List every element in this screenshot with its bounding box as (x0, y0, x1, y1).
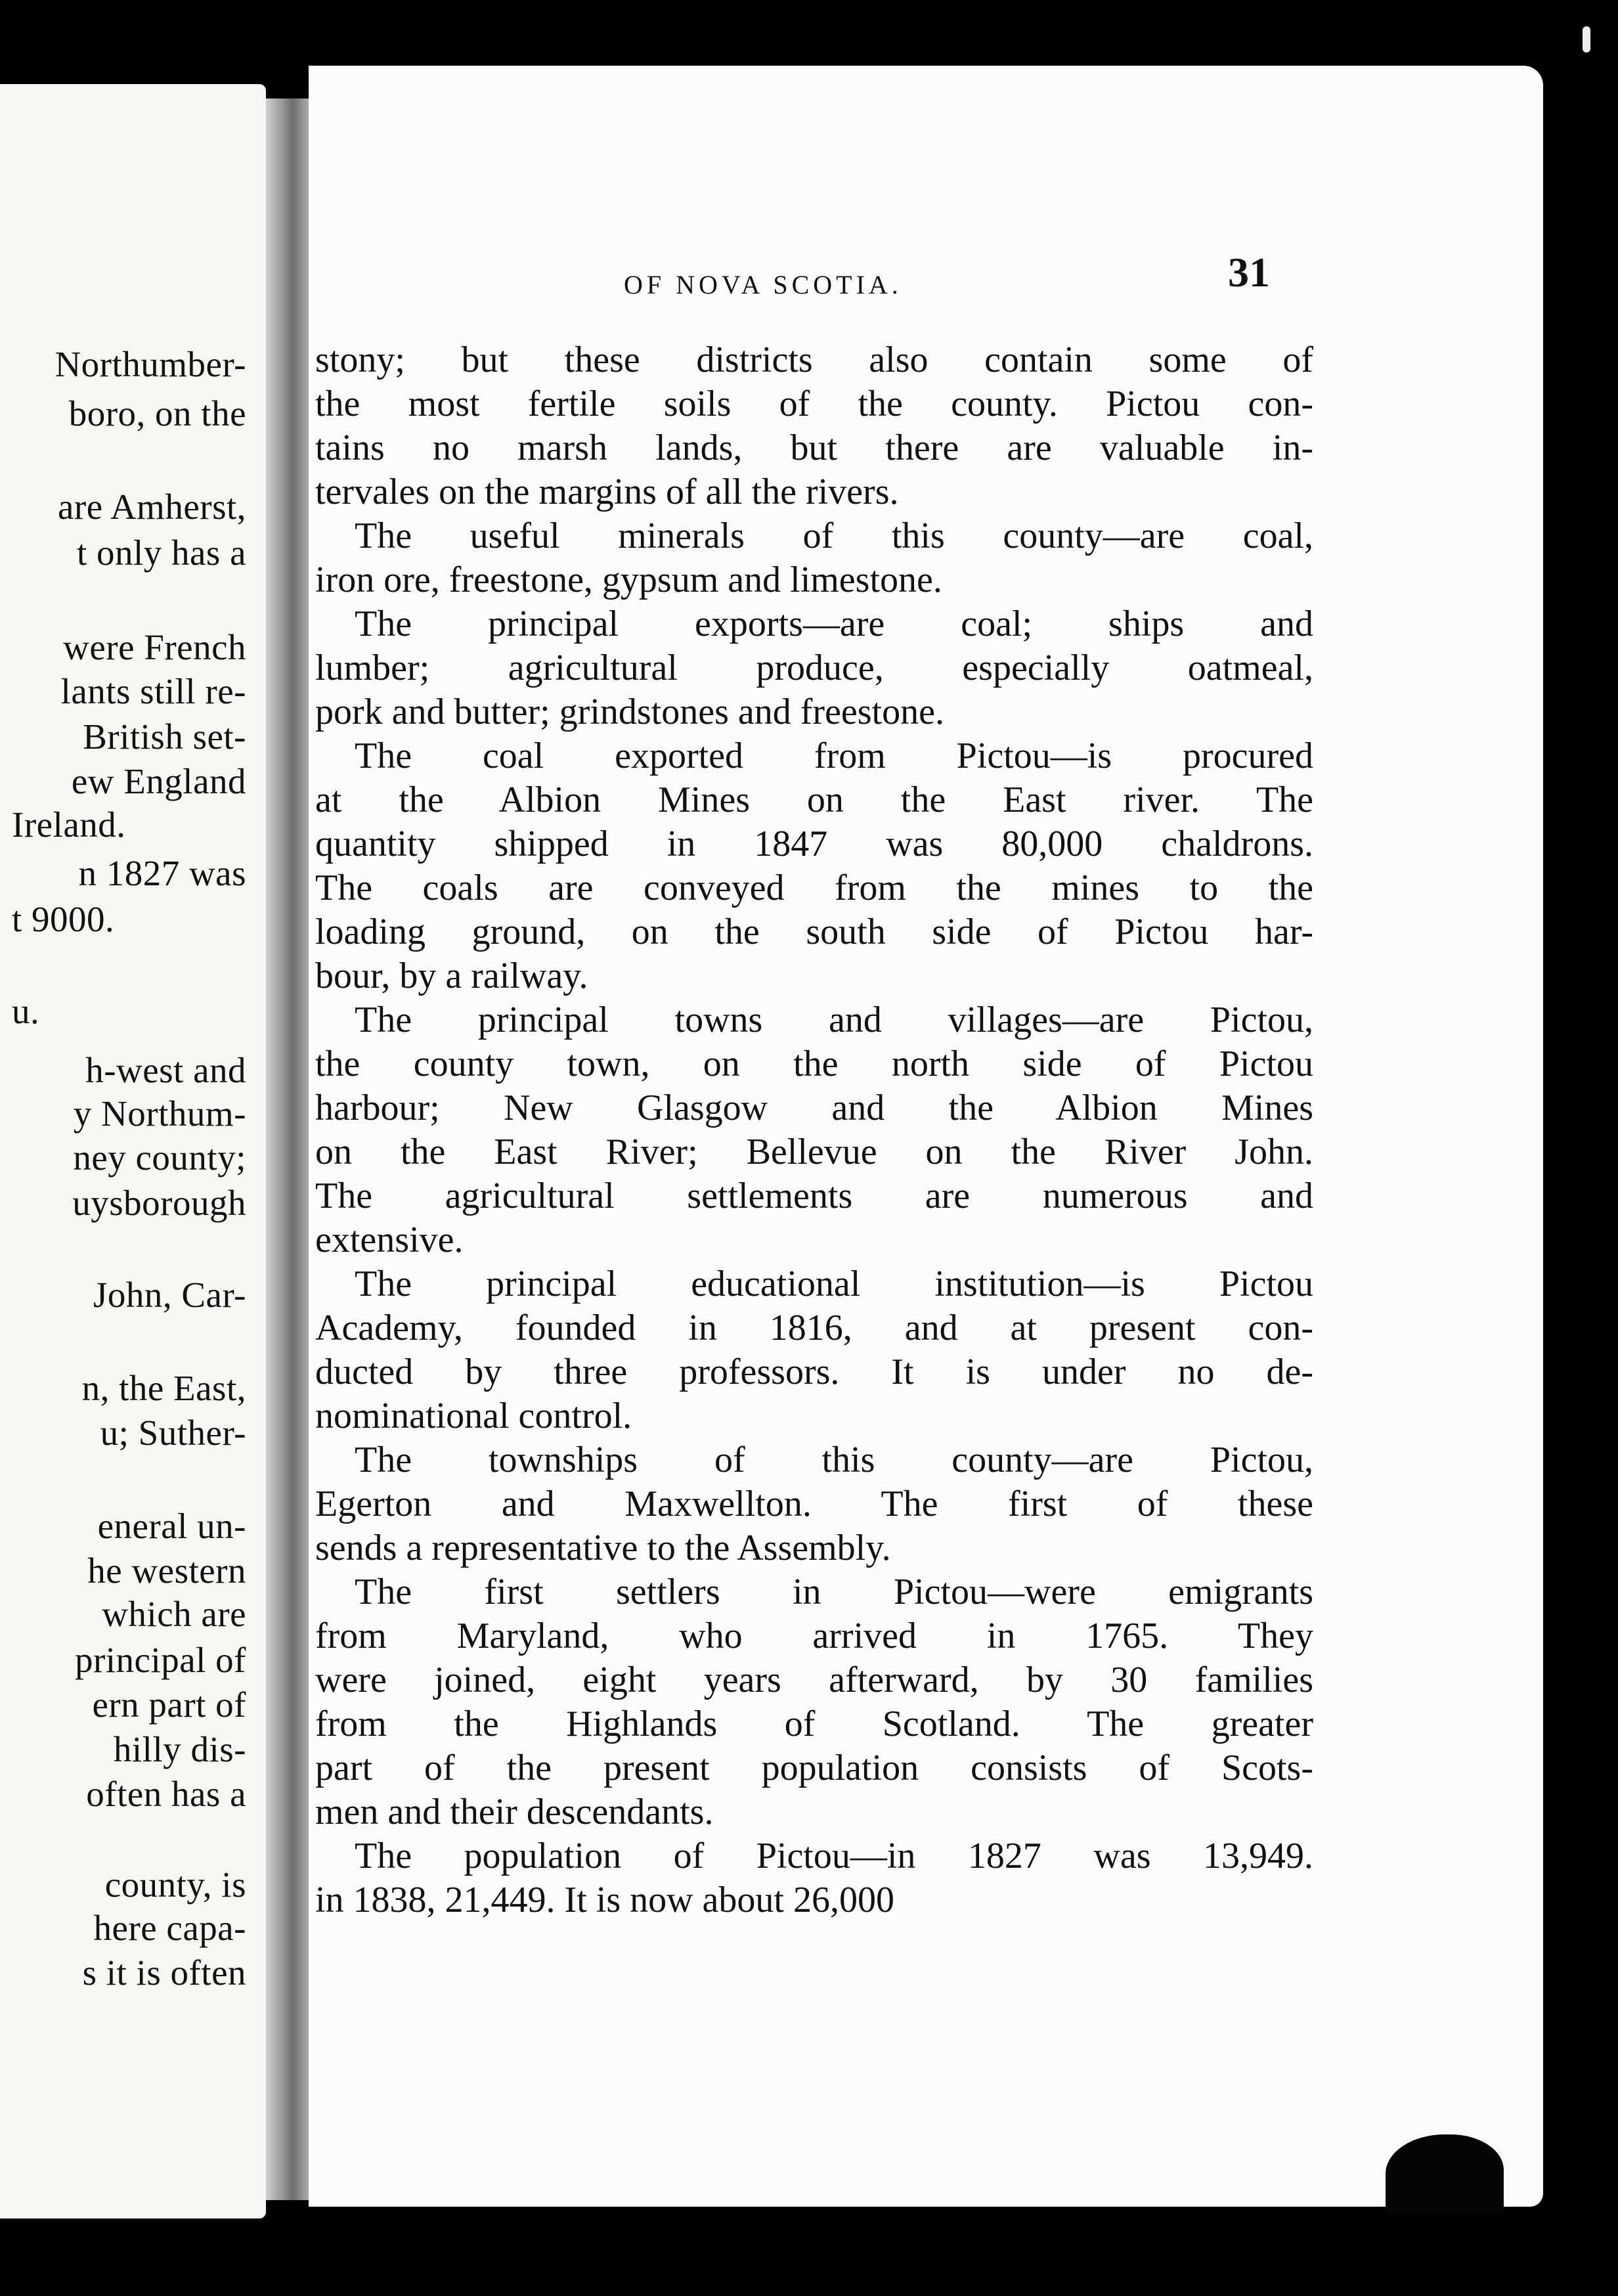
body-text-line: The townships of this county—are Pictou, (355, 1440, 1313, 1480)
left-page-text-line: British set- (83, 717, 246, 757)
body-text-line: extensive. (315, 1220, 464, 1260)
body-text-line: The principal educational institution—is Pictou (355, 1264, 1313, 1304)
left-page-text-line: boro, on the (68, 393, 246, 433)
left-page-text-line: were French (63, 627, 246, 667)
left-page-text-line: lants still re- (60, 671, 246, 711)
left-page-text-line: county, is (104, 1865, 246, 1905)
body-text-line: the county town, on the north side of Pictou (315, 1044, 1313, 1084)
body-text-line: The coals are conveyed from the mines to the (315, 868, 1313, 908)
body-text-line: The first settlers in Pictou—were emigrants (355, 1572, 1313, 1612)
body-text-line: lumber; agricultural produce, especially oatmeal, (315, 648, 1313, 688)
left-page-text-line: s it is often (82, 1953, 246, 1993)
left-page-text-line: ney county; (73, 1137, 246, 1178)
body-text-line: part of the present population consists of Scots- (315, 1748, 1313, 1788)
body-text-line: men and their descendants. (315, 1792, 714, 1832)
left-page-text-line: n, the East, (81, 1368, 246, 1408)
book-gutter (266, 99, 311, 2200)
ink-stain (1386, 2134, 1504, 2213)
body-text-line: in 1838, 21,449. It is now about 26,000 (315, 1880, 894, 1920)
left-page-text-line: h-west and (85, 1050, 246, 1090)
body-text-line: the most fertile soils of the county. Pictou con- (315, 384, 1313, 424)
body-text-line: tervales on the margins of all the rivers. (315, 472, 899, 512)
body-text-line: stony; but these districts also contain some of (315, 340, 1313, 380)
body-text-line: from the Highlands of Scotland. The greater (315, 1704, 1313, 1744)
body-text-line: The useful minerals of this county—are coal, (355, 516, 1313, 556)
left-page-text-line: Northumber- (55, 344, 246, 384)
body-text-line: were joined, eight years afterward, by 30 families (315, 1660, 1313, 1700)
body-text-line: The principal exports—are coal; ships and (355, 604, 1313, 644)
left-page (0, 84, 266, 2219)
body-text-line: loading ground, on the south side of Pictou har- (315, 912, 1313, 952)
left-page-text-line: he western (87, 1551, 246, 1591)
left-page-text-line: u. (12, 991, 40, 1031)
left-page-text-line: u; Suther- (100, 1413, 246, 1453)
body-text-line: pork and butter; grindstones and freestone. (315, 692, 944, 732)
left-page-text-line: hilly dis- (113, 1729, 246, 1769)
left-page-text-line: which are (102, 1594, 246, 1634)
body-text-line: The agricultural settlements are numerous and (315, 1176, 1313, 1216)
body-text-line: The principal towns and villages—are Pictou, (355, 1000, 1313, 1040)
left-page-text-line: ew England (71, 761, 246, 801)
body-text-line: nominational control. (315, 1396, 632, 1436)
body-text-line: Academy, founded in 1816, and at present con- (315, 1308, 1313, 1348)
body-text-line: on the East River; Bellevue on the River John. (315, 1132, 1313, 1172)
body-text-line: ducted by three professors. It is under no de- (315, 1352, 1313, 1392)
left-page-text-line: principal of (74, 1640, 246, 1680)
page-number: 31 (1228, 249, 1270, 296)
body-text-line: Egerton and Maxwellton. The first of these (315, 1484, 1313, 1524)
body-text-line: The coal exported from Pictou—is procured (355, 736, 1313, 776)
left-page-text-line: Ireland. (12, 805, 126, 845)
body-text-line: The population of Pictou—in 1827 was 13,949. (355, 1836, 1313, 1876)
body-text-line: quantity shipped in 1847 was 80,000 chaldrons. (315, 824, 1313, 864)
body-text-line: harbour; New Glasgow and the Albion Mines (315, 1088, 1313, 1128)
page-body-text (315, 338, 1313, 1922)
body-text-line: from Maryland, who arrived in 1765. They (315, 1616, 1313, 1656)
left-page-text-line: are Amherst, (57, 487, 246, 527)
body-text-line: tains no marsh lands, but there are valuable in- (315, 428, 1313, 468)
left-page-text-line: ern part of (92, 1685, 246, 1725)
left-page-text-line: eneral un- (97, 1506, 246, 1546)
body-text-line: bour, by a railway. (315, 956, 588, 996)
left-page-text-line: n 1827 was (78, 853, 246, 893)
left-page-text-line: here capa- (93, 1908, 246, 1948)
scan-corner-mark (1583, 26, 1590, 53)
left-page-text-line: uysborough (72, 1183, 246, 1223)
left-page-text-line: John, Car- (93, 1275, 246, 1315)
left-page-text-line: y Northum- (73, 1093, 246, 1134)
left-page-text-line: t only has a (76, 533, 246, 573)
body-text-line: iron ore, freestone, gypsum and limestone. (315, 560, 942, 600)
body-text-line: at the Albion Mines on the East river. The (315, 780, 1313, 820)
left-page-text-line: t 9000. (12, 899, 115, 939)
body-text-line: sends a representative to the Assembly. (315, 1528, 891, 1568)
running-head: OF NOVA SCOTIA. (624, 270, 902, 299)
left-page-text-line: often has a (86, 1774, 246, 1814)
